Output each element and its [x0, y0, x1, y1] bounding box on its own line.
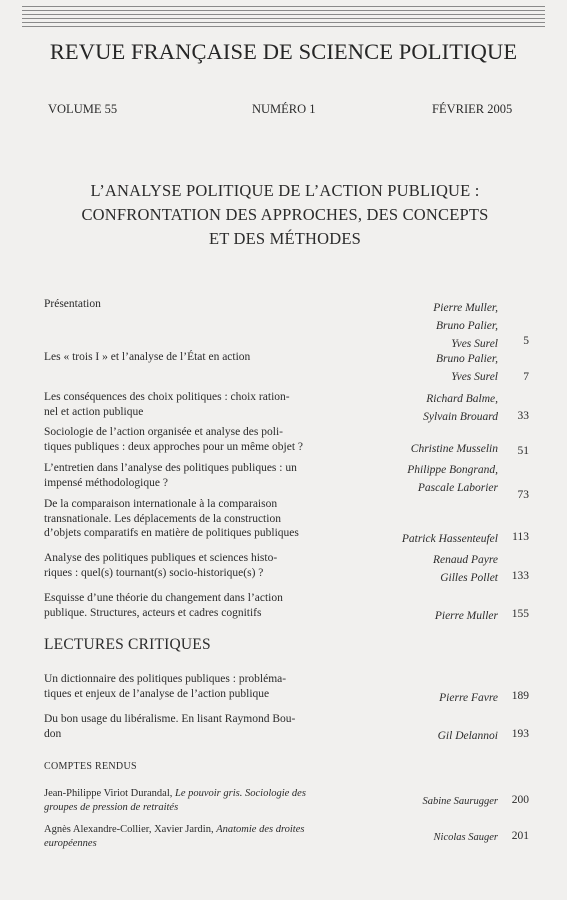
lecture-title-line: Du bon usage du libéralisme. En lisant Raymond Bou-: [44, 713, 296, 725]
compte-rendu-title: [44, 787, 334, 815]
toc-author-name: Philippe Bongrand,: [407, 464, 498, 476]
toc-page-number: 113: [512, 531, 529, 543]
toc-page-number: 51: [517, 445, 529, 457]
lecture-title-line: don: [44, 727, 62, 740]
toc-author-name: Pascale Laborier: [417, 482, 498, 494]
compte-rendu-title: [44, 823, 334, 851]
toc-page-number: 155: [511, 608, 529, 620]
compte-rendu-authors: [366, 829, 498, 847]
toc-authors: [366, 607, 498, 625]
issue-title-line-1: L’ANALYSE POLITIQUE DE L’ACTION PUBLIQUE :: [90, 181, 480, 200]
toc-author-name: Renaud Payre: [432, 554, 498, 566]
lecture-author-name: Pierre Favre: [439, 692, 498, 704]
toc-page-number: 5: [523, 335, 529, 347]
toc-author-name: Pierre Muller: [434, 610, 498, 622]
lecture-authors: [366, 689, 498, 707]
lecture-authors: [366, 727, 498, 745]
toc-title: [44, 461, 334, 490]
issue-title-line-2: CONFRONTATION DES APPROCHES, DES CONCEPTS: [81, 205, 489, 224]
toc-title-line: L’entretien dans l’analyse des politiques publiques : un: [44, 462, 297, 474]
comptes-rendus-heading: COMPTES RENDUS: [44, 761, 137, 772]
toc-title: [44, 425, 334, 454]
compte-rendu-book-authors: Agnès Alexandre-Collier, Xavier Jardin,: [44, 824, 217, 835]
compte-rendu-page-number: 201: [511, 830, 529, 842]
toc-page-number: 33: [517, 410, 529, 422]
toc-page-number: 73: [517, 489, 529, 501]
toc-authors: [366, 350, 498, 386]
toc-title-line: tiques publiques : deux approches pour un même objet ?: [44, 440, 304, 453]
journal-title: REVUE FRANÇAISE DE SCIENCE POLITIQUE: [49, 39, 518, 64]
toc-title-line: De la comparaison internationale à la comparaison: [44, 498, 278, 510]
compte-rendu-author-name: Nicolas Sauger: [433, 832, 498, 843]
toc-author-name: Bruno Palier,: [436, 353, 498, 365]
lecture-title-line: tiques et enjeux de l’analyse de l’action publique: [44, 687, 270, 700]
toc-author-name: Richard Balme,: [426, 393, 498, 405]
lecture-author-name: Gil Delannoi: [437, 730, 498, 742]
lectures-critiques-heading: LECTURES CRITIQUES: [44, 636, 211, 653]
toc-title: [44, 591, 334, 620]
toc-title-line: Les conséquences des choix politiques : choix ration-: [44, 391, 290, 403]
toc-author-name: Patrick Hassenteufel: [401, 533, 498, 545]
compte-rendu-authors: [366, 793, 498, 811]
toc-authors: [366, 530, 498, 548]
toc-page-number: 7: [523, 371, 529, 383]
toc-title: [44, 390, 334, 419]
toc-title-line: impensé méthodologique ?: [44, 476, 168, 489]
toc-authors: [366, 551, 498, 587]
toc-author-name: Christine Musselin: [410, 443, 498, 455]
toc-title-line: Les « trois I » et l’analyse de l’État en action: [44, 351, 251, 363]
toc-title-line: d’objets comparatifs en matière de politiques publiques: [44, 527, 299, 539]
lecture-title: [44, 712, 334, 741]
header-rules: [22, 6, 545, 32]
toc-title: [44, 497, 334, 541]
toc-authors: [366, 299, 498, 353]
toc-author-name: Gilles Pollet: [440, 572, 498, 584]
compte-rendu-book-authors: Jean-Philippe Viriot Durandal,: [44, 788, 175, 799]
toc-author-name: Yves Surel: [451, 371, 498, 383]
issue-date: FÉVRIER 2005: [432, 102, 513, 116]
toc-title-line: Présentation: [44, 298, 101, 310]
toc-title-line: publique. Structures, acteurs et cadres cognitifs: [44, 606, 262, 619]
lecture-page-number: 189: [511, 690, 529, 702]
toc-authors: [366, 390, 498, 426]
lecture-title: [44, 672, 334, 701]
toc-author-name: Yves Surel: [451, 338, 498, 350]
toc-title-line: Sociologie de l’action organisée et analyse des poli-: [44, 426, 283, 438]
toc-title-line: transnationale. Les déplacements de la construction: [44, 512, 281, 525]
compte-rendu-author-name: Sabine Saurugger: [422, 796, 498, 807]
toc-title: [44, 350, 334, 365]
issue-title: [30, 179, 540, 251]
toc-author-name: Sylvain Brouard: [423, 411, 498, 423]
toc-title-line: riques : quel(s) tournant(s) socio-historique(s) ?: [44, 566, 264, 579]
toc-authors: [366, 461, 498, 497]
toc-author-name: Bruno Palier,: [436, 320, 498, 332]
lecture-title-line: Un dictionnaire des politiques publiques : probléma-: [44, 673, 287, 685]
compte-rendu-book-title: Le pouvoir gris. Sociologie des groupes de pression de retraités: [44, 788, 306, 813]
toc-authors: [366, 440, 498, 458]
lecture-page-number: 193: [511, 728, 529, 740]
toc-title: [44, 551, 334, 580]
toc-title-line: Esquisse d’une théorie du changement dans l’action: [44, 592, 283, 604]
compte-rendu-page-number: 200: [511, 794, 529, 806]
volume-label: VOLUME 55: [48, 102, 118, 116]
toc-title-line: Analyse des politiques publiques et sciences histo-: [44, 552, 278, 564]
toc-page-number: 133: [511, 570, 529, 582]
issue-number: NUMÉRO 1: [252, 102, 316, 116]
toc-title-line: nel et action publique: [44, 405, 144, 418]
toc-author-name: Pierre Muller,: [433, 302, 498, 314]
toc-title: [44, 297, 334, 312]
compte-rendu-book-title: Anatomie des droites européennes: [44, 824, 305, 849]
issue-title-line-3: ET DES MÉTHODES: [208, 229, 362, 248]
